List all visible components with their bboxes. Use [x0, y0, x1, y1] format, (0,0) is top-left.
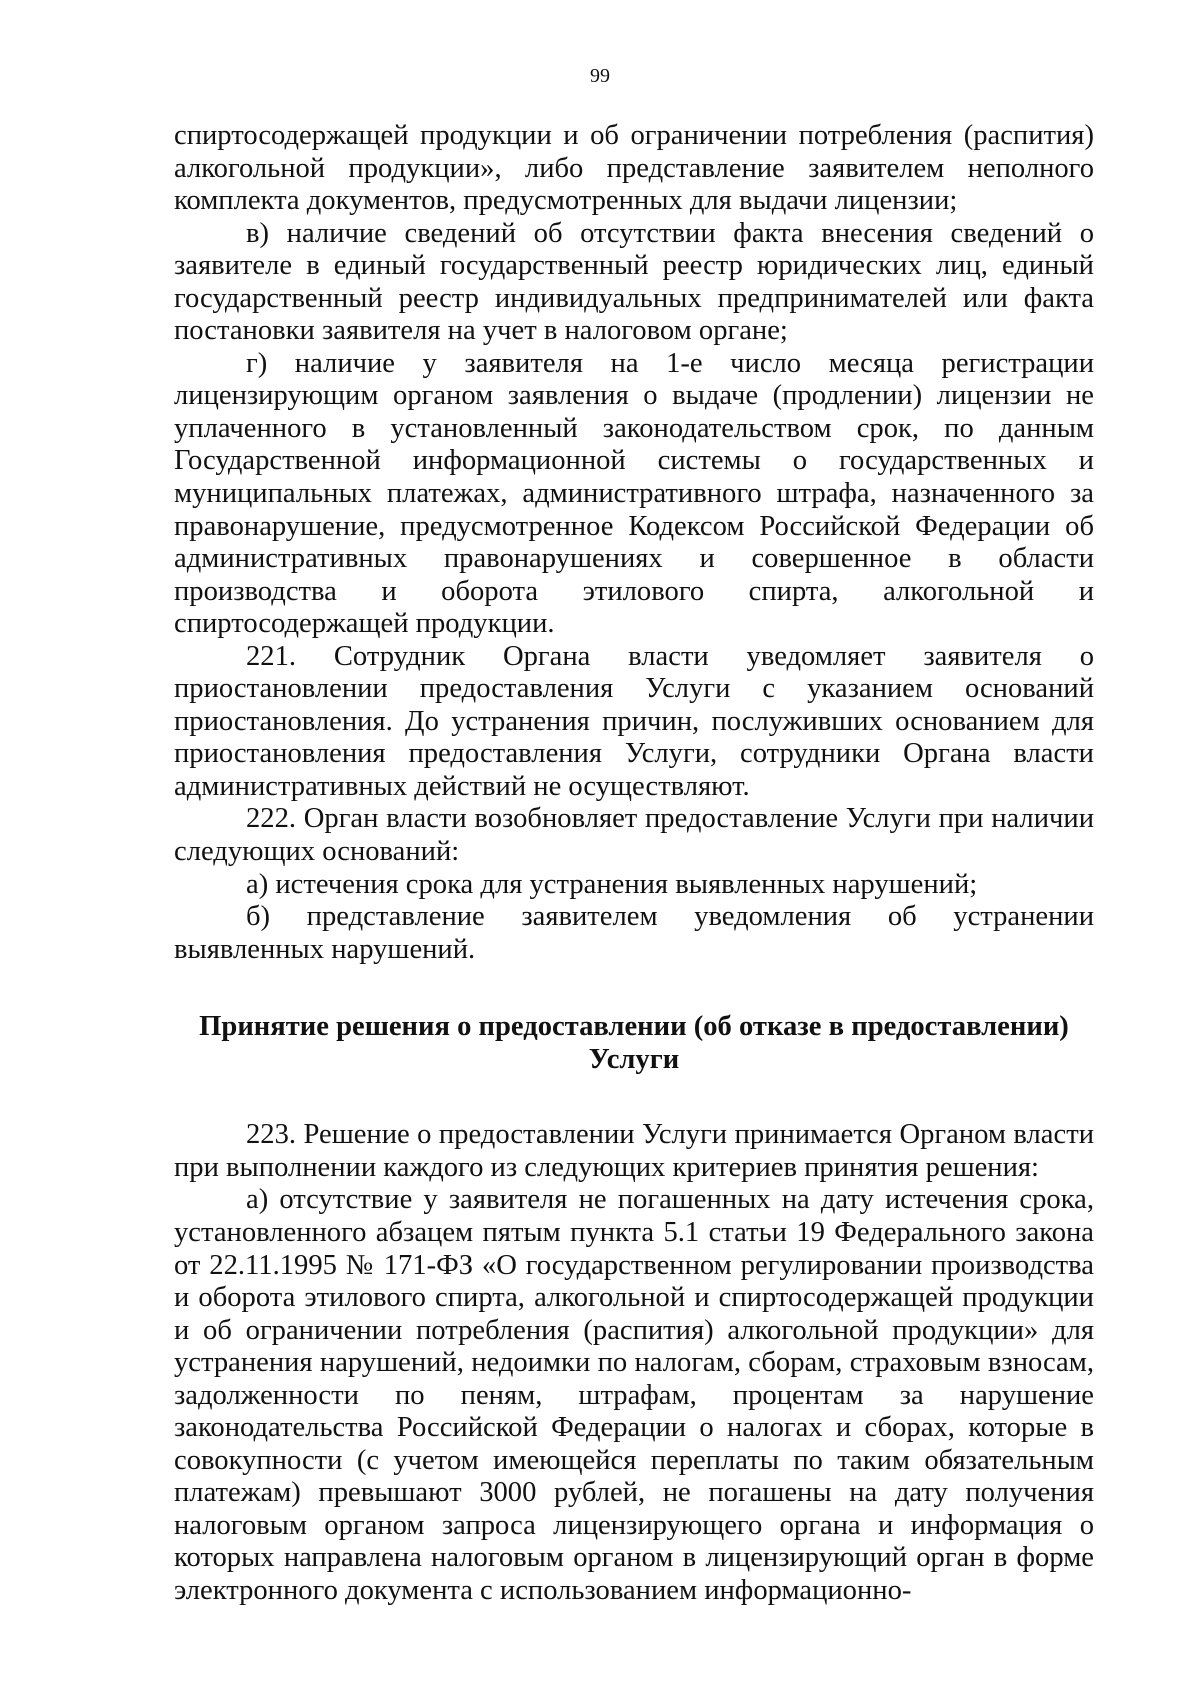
document-body: [174, 120, 1094, 1608]
section-heading-line-1: Принятие решения о предоставлении (об отказе в предоставлении): [199, 1011, 1069, 1043]
section-heading: [174, 1011, 1094, 1076]
paragraph-223-item-a: а) отсутствие у заявителя не погашенных на дату истечения срока, установленного абзацем пятым пункта 5.1 статьи 19 Федерального закона от 22.11.1995 № 171-ФЗ «О государственном регулировании производства и оборота этилового спирта, алкогольной и спиртосодержащей продукции и об ограничении потребления (распития) алкогольной продукции» для устранения нарушений, недоимки по налогам, сборам, страховым взносам, задолженности по пеням, штрафам, процентам за нарушение законодательства Российской Федерации о налогах и сборах, которые в совокупности (с учетом имеющейся переплаты по таким обязательным платежам) превышают 3000 рублей, не погашены на дату получения налоговым органом запроса лицензирующего органа и информация о которых направлена налоговым органом в лицензирующий орган в форме электронного документа с использованием информационно-: [174, 1184, 1094, 1606]
paragraph-223: 223. Решение о предоставлении Услуги принимается Органом власти при выполнении каждого из следующих критериев принятия решения:: [174, 1119, 1094, 1183]
paragraph-221: 221. Сотрудник Органа власти уведомляет заявителя о приостановлении предоставления Услуги с указанием оснований приостановления. До устранения причин, послуживших основанием для приостановления предоставления Услуги, сотрудники Органа власти административных действий не осуществляют.: [174, 640, 1094, 802]
paragraph-item-v: в) наличие сведений об отсутствии факта внесения сведений о заявителе в единый государственный реестр юридических лиц, единый государственный реестр индивидуальных предпринимателей или факта постановки заявителя на учет в налоговом органе;: [174, 217, 1094, 347]
page-number: 99: [590, 65, 610, 87]
paragraph-222: 222. Орган власти возобновляет предоставление Услуги при наличии следующих оснований:: [174, 803, 1094, 868]
paragraph-continuation: спиртосодержащей продукции и об ограничении потребления (распития) алкогольной продукции», либо представление заявителем неполного комплекта документов, предусмотренных для выдачи лицензии;: [174, 120, 1094, 217]
paragraph-222-item-a: а) истечения срока для устранения выявленных нарушений;: [246, 868, 978, 900]
section-heading-line-2: Услуги: [588, 1043, 680, 1075]
paragraph-222-item-b: б) представление заявителем уведомления об устранении выявленных нарушений.: [174, 901, 1094, 965]
paragraph-item-g: г) наличие у заявителя на 1-е число месяца регистрации лицензирующим органом заявления о выдаче (продлении) лицензии не уплаченного в установленный законодательством срок, по данным Государственной информационной системы о государственных и муниципальных платежах, административного штрафа, назначенного за правонарушение, предусмотренное Кодексом Российской Федерации об административных правонарушениях и совершенное в области производства и оборота этилового спирта, алкогольной и спиртосодержащей продукции.: [174, 347, 1094, 640]
